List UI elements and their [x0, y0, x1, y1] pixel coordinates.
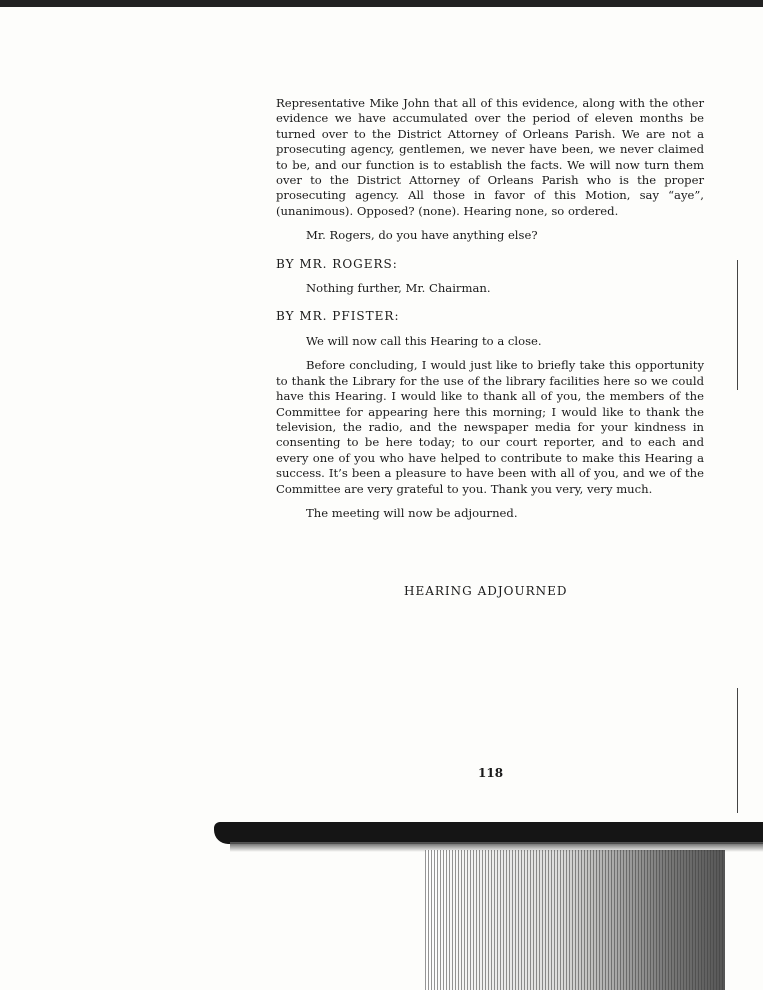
closing-announcement: We will now call this Hearing to a close. — [306, 333, 542, 348]
thanks-paragraph: Before concluding, I would just like to briefly take this opportunity to thank the Library for the use of the library facilities here so we could have this Hearing. I would like to thank all of you, the members of the Committee for appearing here this morning; I would like to thank the television, the radio, and the newspaper media for your kindness in consenting to be here today; to our court reporter, and to each and every one of you who have helped to contribute to make this Hearing a success. It’s been a pleasure to have been with all of you, and we of the Committee are very grateful to you. Thank you very, very much. — [276, 358, 704, 496]
scan-binding-shadow — [214, 822, 763, 844]
page-number: 118 — [478, 766, 504, 780]
scan-margin-mark — [737, 260, 738, 390]
scan-halftone-artifact — [425, 850, 725, 990]
rogers-reply: Nothing further, Mr. Chairman. — [306, 281, 491, 296]
scan-margin-mark — [737, 688, 738, 813]
speaker-heading-pfister: BY MR. PFISTER: — [276, 309, 400, 324]
scan-top-edge — [0, 0, 763, 7]
speaker-heading-rogers: BY MR. ROGERS: — [276, 256, 398, 271]
hearing-adjourned-heading: HEARING ADJOURNED — [404, 584, 568, 598]
adjourn-statement: The meeting will now be adjourned. — [306, 505, 518, 520]
question-paragraph: Mr. Rogers, do you have anything else? — [306, 228, 538, 243]
motion-paragraph: Representative Mike John that all of this evidence, along with the other evidence we have accumulated over the period of eleven months be turned over to the District Attorney of Orleans Parish. We are not a prosecuting agency, gentlemen, we never have been, we never claimed to be, and our function is to establish the facts. We will now turn them over to the District Attorney of Orleans Parish who is the proper prosecuting agency. All those in favor of this Motion, say “aye”, (unanimous). Opposed? (none). Hearing none, so ordered. — [276, 96, 704, 218]
page-body — [276, 96, 704, 530]
